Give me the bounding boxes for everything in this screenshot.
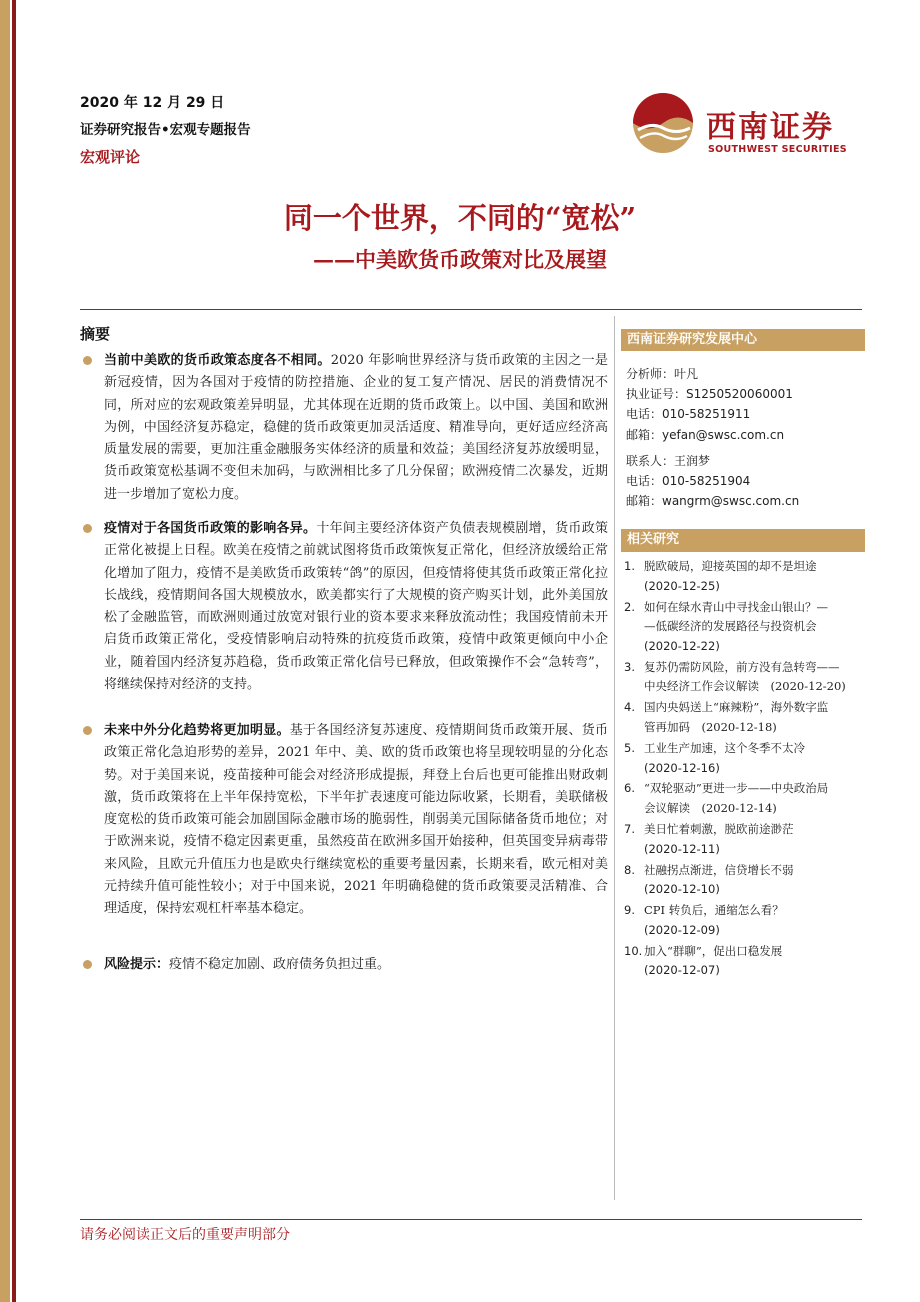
related-research-list bbox=[624, 557, 864, 982]
column-divider bbox=[614, 316, 615, 1200]
contact-phone: 电话：010-58251904 bbox=[626, 474, 751, 489]
report-type: 证券研究报告•宏观专题报告 bbox=[80, 122, 251, 138]
paragraph-lead: 未来中外分化趋势将更加明显。 bbox=[104, 723, 290, 738]
footer-disclaimer: 请务必阅读正文后的重要声明部分 bbox=[80, 1227, 290, 1243]
logo-name-en: SOUTHWEST SECURITIES bbox=[708, 144, 847, 155]
analyst-email[interactable]: 邮箱：yefan@swsc.com.cn bbox=[626, 427, 785, 442]
list-item[interactable]: 10. 加入“群聊”，促出口稳发展 (2020-12-07) bbox=[624, 943, 783, 978]
list-item[interactable]: 9. CPI 转负后，通缩怎么看？ (2020-12-09) bbox=[624, 903, 784, 937]
bullet-icon bbox=[83, 726, 92, 735]
list-item[interactable]: 8. 社融拐点渐进，信贷增长不弱 (2020-12-10) bbox=[624, 862, 794, 897]
list-item[interactable]: 7. 美日忙着刺激，脱欧前途渺茫 (2020-12-11) bbox=[624, 822, 794, 856]
logo-emblem-icon bbox=[630, 90, 696, 156]
logo-name-cn: 西南证券 bbox=[706, 110, 834, 145]
abstract-paragraph bbox=[80, 350, 608, 506]
bullet-icon bbox=[83, 524, 92, 533]
paragraph-lead: 疫情对于各国货币政策的影响各异。 bbox=[104, 521, 317, 536]
abstract-paragraph bbox=[80, 720, 608, 921]
report-header bbox=[80, 92, 251, 167]
contact-name: 联系人：王润梦 bbox=[626, 453, 711, 468]
list-item[interactable]: 4. 国内央妈送上“麻辣粉”，海外数字监 管再加码 (2020-12-18) bbox=[624, 700, 829, 734]
bullet-icon bbox=[83, 356, 92, 365]
abstract-heading: 摘要 bbox=[80, 325, 111, 343]
research-center-heading: 西南证券研究发展中心 bbox=[621, 329, 865, 351]
paragraph-lead: 风险提示： bbox=[104, 957, 170, 972]
report-category: 宏观评论 bbox=[80, 148, 141, 166]
related-research-heading: 相关研究 bbox=[621, 529, 865, 551]
paragraph-text: 2020 年影响世界经济与货币政策的主因之一是新冠疫情，因为各国对于疫情的防控措施、企业的复工复产情况、居民的消费情况不同，所对应的宏观政策差异明显，尤其体现在近期的货币政策上。以中国、美国和欧洲为例，中国经济复苏稳定，稳健的货币政策更加灵活适度、精准导向，更好适应经济高质量发展的需要，更加注重金融服务实体经济的质量和效益；美国经济复苏放缓明显，货币政策宽松基调不变但未加码，与欧洲相比多了几分保留；欧洲疫情二次暴发，近期进一步增加了宽松力度。 bbox=[104, 353, 608, 502]
list-item[interactable]: 3. 复苏仍需防风险，前方没有急转弯—— 中央经济工作会议解读 (2020-12-20) bbox=[624, 659, 846, 694]
analyst-phone: 电话：010-58251911 bbox=[626, 407, 751, 422]
bullet-icon bbox=[83, 960, 92, 969]
report-date: 2020 年 12 月 29 日 bbox=[80, 95, 225, 111]
related-divider bbox=[621, 551, 865, 552]
analyst-info bbox=[626, 364, 799, 511]
paragraph-lead: 当前中美欧的货币政策态度各不相同。 bbox=[104, 353, 331, 368]
paragraph-text: 疫情不稳定加剧、政府债务负担过重。 bbox=[169, 957, 391, 972]
abstract-paragraph bbox=[80, 518, 608, 696]
contact-email[interactable]: 邮箱：wangrm@swsc.com.cn bbox=[626, 494, 800, 509]
list-item[interactable]: 5. 工业生产加速，这个冬季不太冷 (2020-12-16) bbox=[624, 740, 805, 775]
analyst-name: 分析师：叶凡 bbox=[626, 367, 699, 381]
report-subtitle: ——中美欧货币政策对比及展望 bbox=[313, 247, 607, 272]
report-title: 同一个世界，不同的“宽松” bbox=[283, 201, 637, 235]
paragraph-text: 十年间主要经济体资产负债表规模剧增，货币政策正常化被提上日程。欧美在疫情之前就试图将货币政策恢复正常化，但经济放缓给正常化增加了阻力，疫情不是美欧货币政策转“鸽”的原因，但疫情将使其货币政策正常化拉长战线，疫情期间各国大规模放水，欧美都实行了大规模的资产购买计划，此外美国放松了金融监管，而欧洲则通过放宽对银行业的资本要求来释放流动性；我国疫情前未开启货币政策正常化，受疫情影响启动特殊的抗疫货币政策，疫情中政策更倾向中小企业，随着国内经济复苏趋稳，货币政策正常化信号已释放，但政策操作不会“急转弯”，将继续保持对经济的支持。 bbox=[104, 521, 608, 693]
company-logo bbox=[626, 90, 858, 156]
abstract-paragraph bbox=[80, 954, 608, 976]
list-item[interactable]: 6. “双轮驱动”更进一步——中央政治局 会议解读 (2020-12-14) bbox=[624, 781, 829, 816]
list-item[interactable]: 2. 如何在绿水青山中寻找金山银山？— —低碳经济的发展路径与投资机会 (2020-12-22) bbox=[624, 599, 828, 653]
analyst-license: 执业证号：S1250520060001 bbox=[626, 387, 793, 402]
bottom-divider bbox=[80, 1219, 862, 1220]
top-divider bbox=[80, 309, 862, 310]
list-item[interactable]: 1. 脱欧破局，迎接英国的却不是坦途 (2020-12-25) bbox=[624, 559, 817, 593]
paragraph-text: 基于各国经济复苏速度、疫情期间货币政策开展、货币政策正常化急迫形势的差异，2021 年中、美、欧的货币政策也将呈现较明显的分化态势。对于美国来说，疫苗接种可能会对经济形成提振，拜登上台后也更可能推出财政刺激，货币政策将在上半年保持宽松，下半年扩表速度可能边际收紧，长期看，美联储极度宽松的货币政策可能会加剧国际金融市场的脆弱性，削弱美元国际储备货币地位；对于欧洲来说，疫情不稳定因素更重，虽然疫苗在欧洲多国开始接种，但英国变异病毒带来风险，且欧元升值压力也是欧央行继续宽松的重要考量因素，长期来看，欧元相对美元持续升值可能性较小；对于中国来说，2021 年明确稳健的货币政策要灵活精准、合理适度，保持宏观杠杆率基本稳定。 bbox=[104, 723, 608, 917]
